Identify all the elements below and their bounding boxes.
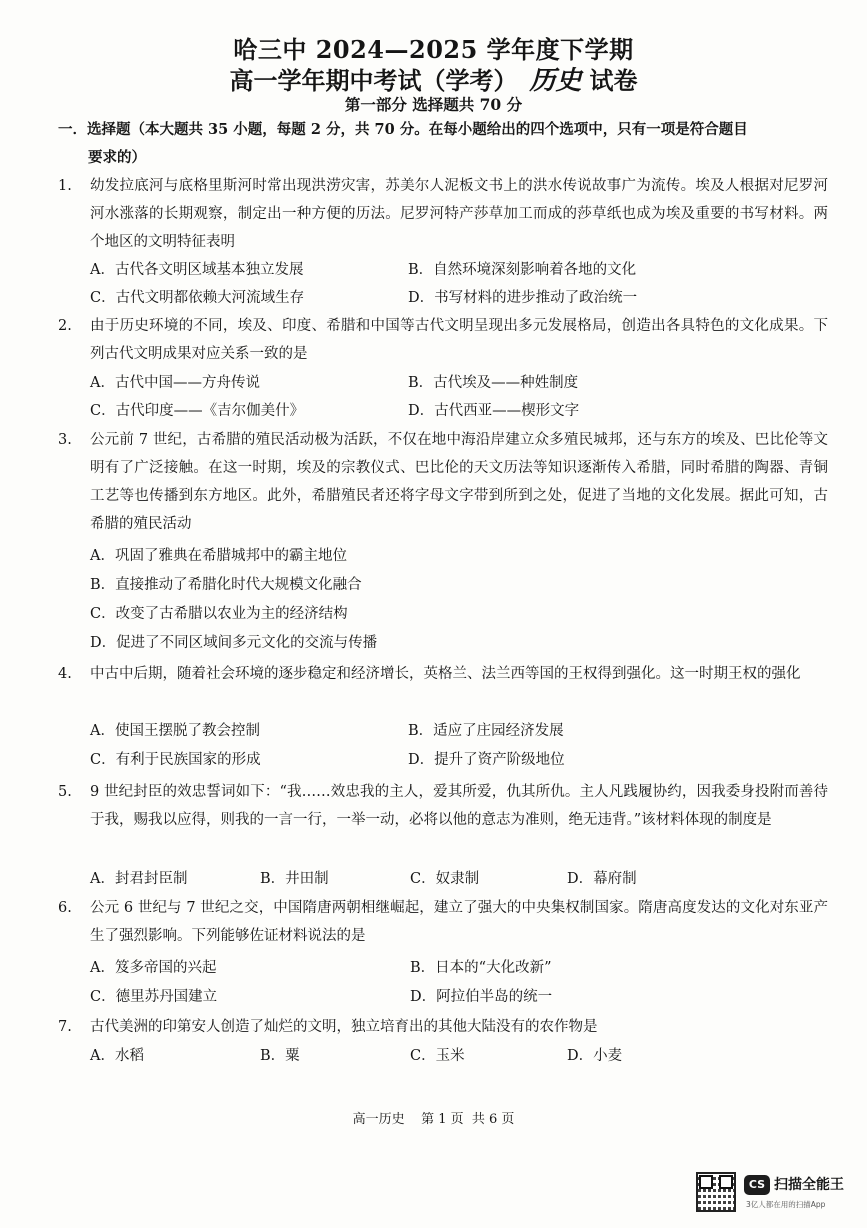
- option-a: A．古代各文明区域基本独立发展: [90, 262, 304, 278]
- question-5: [58, 778, 828, 834]
- subject-name: 历史: [529, 66, 582, 96]
- question-4: [58, 660, 828, 688]
- option-c: C．德里苏丹国建立: [90, 989, 218, 1005]
- option-c: C．奴隶制: [410, 871, 480, 887]
- option-b: B．粟: [260, 1048, 300, 1064]
- camscanner-logo-icon: CS: [744, 1175, 770, 1195]
- question-number: 2.: [58, 318, 72, 334]
- question-2: [58, 312, 828, 368]
- question-3: [58, 426, 828, 538]
- question-stem: 公元前 7 世纪，古希腊的殖民活动极为活跃，不仅在地中海沿岸建立众多殖民城邦，还与东方的埃及、巴比伦等文明有了广泛接触。在这一时期，埃及的宗教仪式、巴比伦的天文历法等知识逐渐传入希腊，同时希腊的陶器、青铜工艺等也传播到东方地区。此外，希腊殖民者还将字母文字带到所到之处，促进了当地的文化发展。据此可知，古希腊的殖民活动: [90, 432, 828, 532]
- question-number: 1.: [58, 178, 72, 194]
- question-number: 5.: [58, 784, 72, 800]
- option-a: A．巩固了雅典在希腊城邦中的霸主地位: [90, 548, 347, 564]
- question-6: [58, 894, 828, 950]
- question-number: 3.: [58, 432, 72, 448]
- exam-subtitle-suffix: 试卷: [589, 66, 638, 95]
- section-instruction-line2: 要求的）: [88, 149, 146, 166]
- watermark-tagline: 3亿人都在用的扫描App: [746, 1200, 826, 1209]
- option-a: A．使国王摆脱了教会控制: [90, 723, 260, 739]
- option-d: D．小麦: [567, 1048, 623, 1064]
- option-d: D．古代西亚——楔形文字: [408, 403, 580, 419]
- section-instruction: [58, 116, 818, 172]
- part-heading: 第一部分 选择题共 70 分: [344, 95, 523, 114]
- option-b: B．适应了庄园经济发展: [408, 723, 564, 739]
- question-7: [58, 1013, 828, 1041]
- exam-subtitle: [0, 60, 867, 97]
- watermark-app-name: 扫描全能王: [774, 1177, 844, 1193]
- option-d: D．书写材料的进步推动了政治统一: [408, 290, 638, 306]
- option-c: C．改变了古希腊以农业为主的经济结构: [90, 606, 348, 622]
- question-stem: 公元 6 世纪与 7 世纪之交，中国隋唐两朝相继崛起，建立了强大的中央集权制国家。隋唐高度发达的文化对东亚产生了强烈影响。下列能够佐证材料说法的是: [90, 900, 828, 944]
- question-number: 4.: [58, 666, 72, 682]
- question-stem: 中古中后期，随着社会环境的逐步稳定和经济增长，英格兰、法兰西等国的王权得到强化。这一时期王权的强化: [90, 666, 801, 682]
- option-c: C．古代印度——《吉尔伽美什》: [90, 403, 305, 419]
- question-1: [58, 172, 828, 256]
- question-number: 6.: [58, 900, 72, 916]
- option-a: A．水稻: [90, 1048, 144, 1064]
- option-c: C．有利于民族国家的形成: [90, 752, 261, 768]
- qr-code-icon: [696, 1172, 736, 1212]
- option-a: A．封君封臣制: [90, 871, 188, 887]
- question-number: 7.: [58, 1019, 72, 1035]
- question-stem: 9 世纪封臣的效忠誓词如下：“我……效忠我的主人，爱其所爱，仇其所仇。主人凡践履协约，因我委身投附而善待于我，赐我以应得，则我的一言一行，一举一动，必将以他的意志为准则，绝无违背。”该材料体现的制度是: [90, 784, 828, 828]
- option-b: B．直接推动了希腊化时代大规模文化融合: [90, 577, 362, 593]
- exam-subtitle-main: 高一学年期中考试（学考）: [229, 66, 518, 95]
- question-stem: 由于历史环境的不同，埃及、印度、希腊和中国等古代文明呈现出多元发展格局，创造出各具特色的文化成果。下列古代文明成果对应关系一致的是: [90, 318, 828, 362]
- option-b: B．自然环境深刻影响着各地的文化: [408, 262, 637, 278]
- option-c: C．玉米: [410, 1048, 465, 1064]
- option-b: B．日本的“大化改新”: [410, 960, 552, 976]
- option-d: D．幕府制: [567, 871, 637, 887]
- option-d: D．促进了不同区域间多元文化的交流与传播: [90, 635, 378, 651]
- exam-title: 哈三中 2024—2025 学年度下学期: [233, 35, 634, 64]
- page-footer: 高一历史 第 1 页 共 6 页: [352, 1112, 515, 1127]
- question-stem: 古代美洲的印第安人创造了灿烂的文明，独立培育出的其他大陆没有的农作物是: [90, 1019, 598, 1035]
- option-d: D．提升了资产阶级地位: [408, 752, 565, 768]
- option-a: A．笈多帝国的兴起: [90, 960, 217, 976]
- option-d: D．阿拉伯半岛的统一: [410, 989, 553, 1005]
- question-stem: 幼发拉底河与底格里斯河时常出现洪涝灾害，苏美尔人泥板文书上的洪水传说故事广为流传。埃及人根据对尼罗河河水涨落的长期观察，制定出一种方便的历法。尼罗河特产莎草加工而成的莎草纸也成为埃及重要的书写材料。两个地区的文明特征表明: [90, 178, 828, 250]
- section-instruction-line1: 一．选择题（本大题共 35 小题，每题 2 分，共 70 分。在每小题给出的四个选项中，只有一项是符合题目: [58, 121, 748, 138]
- option-b: B．古代埃及——种姓制度: [408, 375, 579, 391]
- option-b: B．井田制: [260, 871, 329, 887]
- option-c: C．古代文明都依赖大河流域生存: [90, 290, 305, 306]
- option-a: A．古代中国——方舟传说: [90, 375, 260, 391]
